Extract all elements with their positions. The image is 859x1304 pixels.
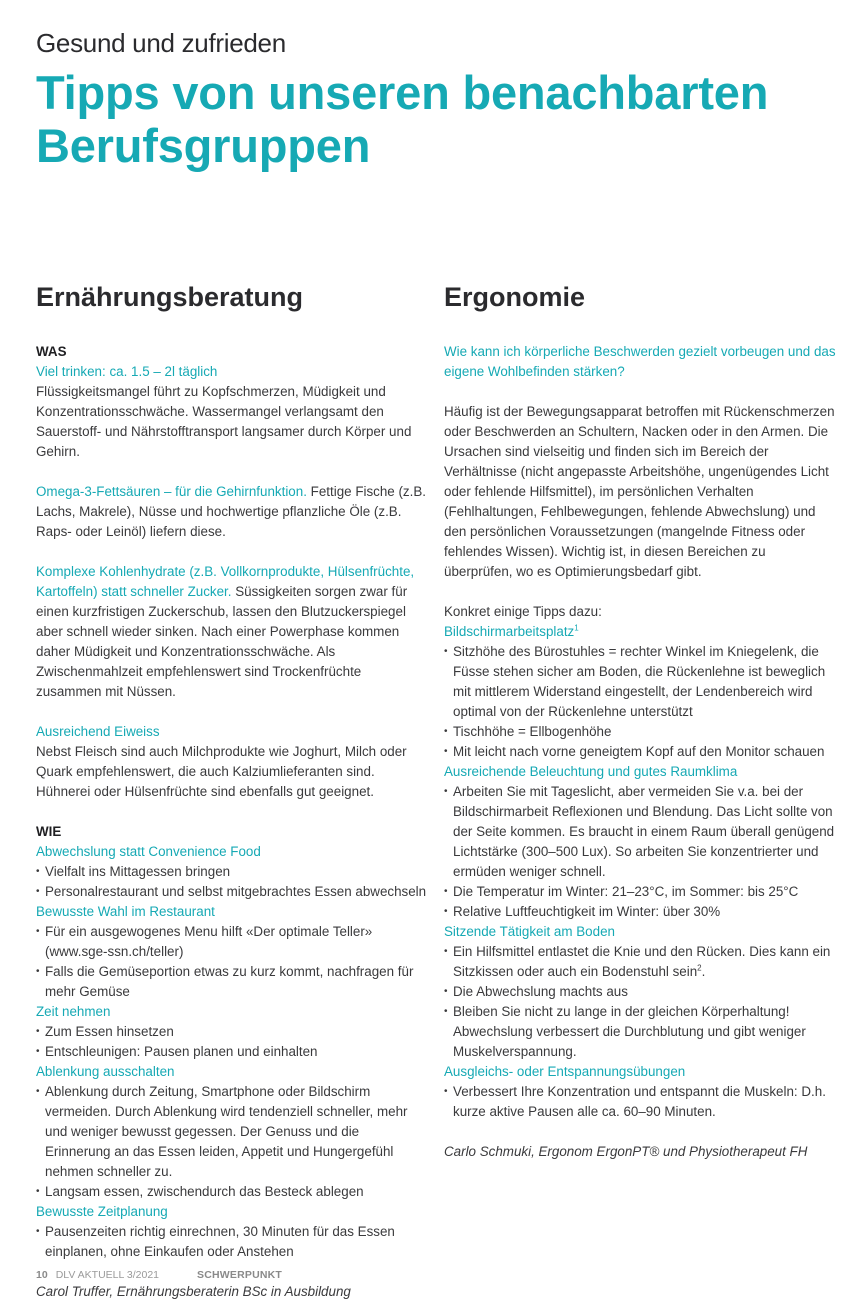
subhead-restaurant: Bewusste Wahl im Restaurant bbox=[36, 904, 215, 919]
list-time-planning bbox=[36, 1222, 428, 1262]
subhead-take-time: Zeit nehmen bbox=[36, 1004, 111, 1019]
kicker: Gesund und zufrieden bbox=[36, 28, 286, 58]
page-footer bbox=[36, 1269, 282, 1281]
list-floor-sitting bbox=[444, 942, 836, 1062]
publication-name: DLV AKTUELL 3/2021 bbox=[55, 1269, 160, 1281]
subhead-variety: Abwechslung statt Convenience Food bbox=[36, 844, 261, 859]
list-item: • Die Abwechslung machts aus bbox=[444, 982, 836, 1002]
text-carbs: Süssigkeiten sorgen zwar für einen kurzfristigen Zuckerschub, lassen den Blutzuckerspiegel aber schnell wieder sinken. Nach einer Powerphase kommen daher Müdigkeit und Konzentrationsschwäche. Als Zwischenmahlzeit empfehlenswert sind Trockenfrüchte zusammen mit Nüssen. bbox=[36, 584, 408, 699]
list-distraction bbox=[36, 1082, 428, 1202]
paragraph-drinking: Flüssigkeitsmangel führt zu Kopfschmerzen, Müdigkeit und Konzentrationsschwäche. Wassermangel verlangsamt den Sauerstoff- und Nährstofftransport langsamer durch Körper und Gehirn. bbox=[36, 384, 412, 459]
list-item: • Bleiben Sie nicht zu lange in der gleichen Körperhaltung! Abwechslung verbessert die Durchblutung und gibt weniger Muskelverspannung. bbox=[444, 1002, 836, 1062]
column-ergonomics bbox=[444, 280, 836, 1162]
intro-paragraph: Häufig ist der Bewegungsapparat betroffen mit Rückenschmerzen oder Beschwerden an Schultern, Nacken oder in den Armen. Die Ursachen sind vielseitig und finden sich im Bereich der Verhältnisse (nicht angepasste Arbeitshöhe, ungenügendes Licht oder fehlende Hilfsmittel), im persönlichen Verhalten (Fehlhaltungen, Fehlbewegungen, fehlende Abwechslung) und den persönlichen Voraussetzungen (mangelnde Fitness oder fehlendes Wissen). Wichtig ist, in diesen Bereichen zu überprüfen, wo es Optimierungsbedarf gibt. bbox=[444, 404, 835, 579]
list-restaurant bbox=[36, 922, 428, 1002]
subhead-workstation-text: Bildschirmarbeitsplatz bbox=[444, 624, 575, 639]
list-item: • Personalrestaurant und selbst mitgebrachtes Essen abwechseln bbox=[36, 882, 428, 902]
page-number: 10 bbox=[36, 1269, 48, 1281]
subhead-distraction: Ablenkung ausschalten bbox=[36, 1064, 175, 1079]
section-heading-nutrition: Ernährungsberatung bbox=[36, 282, 304, 312]
subhead-floor-sitting: Sitzende Tätigkeit am Boden bbox=[444, 924, 615, 939]
subhead-protein: Ausreichend Eiweiss bbox=[36, 724, 160, 739]
subhead-lighting: Ausreichende Beleuchtung und gutes Raumklima bbox=[444, 764, 738, 779]
tips-intro: Konkret einige Tipps dazu: bbox=[444, 604, 602, 619]
text-omega: Fettige Fische (z.B. Lachs, Makrele), Nüsse und hochwertige pflanzliche Öle (z.B. Raps- oder Leinöl) liefern diese. bbox=[36, 484, 427, 539]
list-item: • Relative Luftfeuchtigkeit im Winter: über 30% bbox=[444, 902, 836, 922]
list-variety bbox=[36, 862, 428, 902]
list-item: • Verbessert Ihre Konzentration und entspannt die Muskeln: D.h. kurze aktive Pausen alle ca. 60–90 Minuten. bbox=[444, 1082, 836, 1122]
page-title: Tipps von unseren benachbarten Berufsgruppen bbox=[36, 66, 769, 172]
list-item: • Langsam essen, zwischendurch das Besteck ablegen bbox=[36, 1182, 428, 1202]
list-item: • Entschleunigen: Pausen planen und einhalten bbox=[36, 1042, 428, 1062]
list-workstation bbox=[444, 642, 836, 762]
section-name: SCHWERPUNKT bbox=[197, 1269, 283, 1281]
footnote-ref: 1 bbox=[574, 623, 579, 633]
subhead-drinking: Viel trinken: ca. 1.5 – 2l täglich bbox=[36, 364, 218, 379]
wie-label: WIE bbox=[36, 824, 62, 839]
paragraph-omega bbox=[36, 482, 428, 542]
intro-question: Wie kann ich körperliche Beschwerden gezielt vorbeugen und das eigene Wohlbefinden stärken? bbox=[444, 344, 836, 379]
list-lighting bbox=[444, 782, 836, 922]
footnote-ref: 2 bbox=[697, 963, 702, 973]
list-exercises bbox=[444, 1082, 836, 1122]
list-item: • Pausenzeiten richtig einrechnen, 30 Minuten für das Essen einplanen, ohne Einkaufen oder Anstehen bbox=[36, 1222, 428, 1262]
author-signature: Carol Truffer, Ernährungsberaterin BSc in Ausbildung bbox=[36, 1284, 351, 1299]
column-nutrition bbox=[36, 280, 428, 1302]
list-item: • Mit leicht nach vorne geneigtem Kopf auf den Monitor schauen bbox=[444, 742, 836, 762]
list-item: • Ein Hilfsmittel entlastet die Knie und den Rücken. Dies kann ein Sitzkissen oder auch ein Bodenstuhl sein$^2$. bbox=[444, 942, 836, 982]
subhead-workstation bbox=[444, 622, 836, 642]
section-heading-ergonomics: Ergonomie bbox=[444, 282, 586, 312]
list-item: • Arbeiten Sie mit Tageslicht, aber vermeiden Sie v.a. bei der Bildschirmarbeit Reflexionen und Blendung. Das Licht sollte von der Seite kommen. Es braucht in einem Raum überall genügend Lichtstärke (300–500 Lux). So arbeiten Sie konzentrierter und ermüden weniger schnell. bbox=[444, 782, 836, 882]
list-item: • Ablenkung durch Zeitung, Smartphone oder Bildschirm vermeiden. Durch Ablenkung wird tendenziell schneller, mehr und weniger bewusst gegessen. Der Genuss und die Erinnerung an das Essen leiden, Appetit und Hungergefühl nehmen schneller zu. bbox=[36, 1082, 428, 1182]
list-item: • Falls die Gemüseportion etwas zu kurz kommt, nachfragen für mehr Gemüse bbox=[36, 962, 428, 1002]
author-signature: Carlo Schmuki, Ergonom ErgonPT® und Physiotherapeut FH bbox=[444, 1144, 808, 1159]
was-label: WAS bbox=[36, 344, 67, 359]
list-item: • Tischhöhe = Ellbogenhöhe bbox=[444, 722, 836, 742]
list-item: • Die Temperatur im Winter: 21–23°C, im Sommer: bis 25°C bbox=[444, 882, 836, 902]
list-item-text: Ein Hilfsmittel entlastet die Knie und den Rücken. Dies kann ein Sitzkissen oder auch ein Bodenstuhl sein bbox=[453, 944, 831, 979]
list-item: • Zum Essen hinsetzen bbox=[36, 1022, 428, 1042]
subhead-carbs: Komplexe Kohlenhydrate (z.B. Vollkornprodukte, Hülsenfrüchte, Kartoffeln) statt schneller Zucker. bbox=[36, 564, 415, 599]
subhead-omega: Omega-3-Fettsäuren – für die Gehirnfunktion. bbox=[36, 484, 307, 499]
list-item: • Für ein ausgewogenes Menu hilft «Der optimale Teller» (www.sge-ssn.ch/teller) bbox=[36, 922, 428, 962]
list-item: • Sitzhöhe des Bürostuhles = rechter Winkel im Kniegelenk, die Füsse stehen sicher am Boden, die Rückenlehne ist beweglich mit mittlerem Widerstand eingestellt, der Lendenbereich wird optimal von der Rückenlehne unterstützt bbox=[444, 642, 836, 722]
list-take-time bbox=[36, 1022, 428, 1062]
paragraph-carbs bbox=[36, 562, 428, 702]
subhead-time-planning: Bewusste Zeitplanung bbox=[36, 1204, 168, 1219]
paragraph-protein: Nebst Fleisch sind auch Milchprodukte wie Joghurt, Milch oder Quark empfehlenswert, die auch Kalziumlieferanten sind. Hühnerei oder Hülsenfrüchte sind ebenfalls gut geeignet. bbox=[36, 744, 407, 799]
subhead-exercises: Ausgleichs- oder Entspannungsübungen bbox=[444, 1064, 686, 1079]
list-item: • Vielfalt ins Mittagessen bringen bbox=[36, 862, 428, 882]
